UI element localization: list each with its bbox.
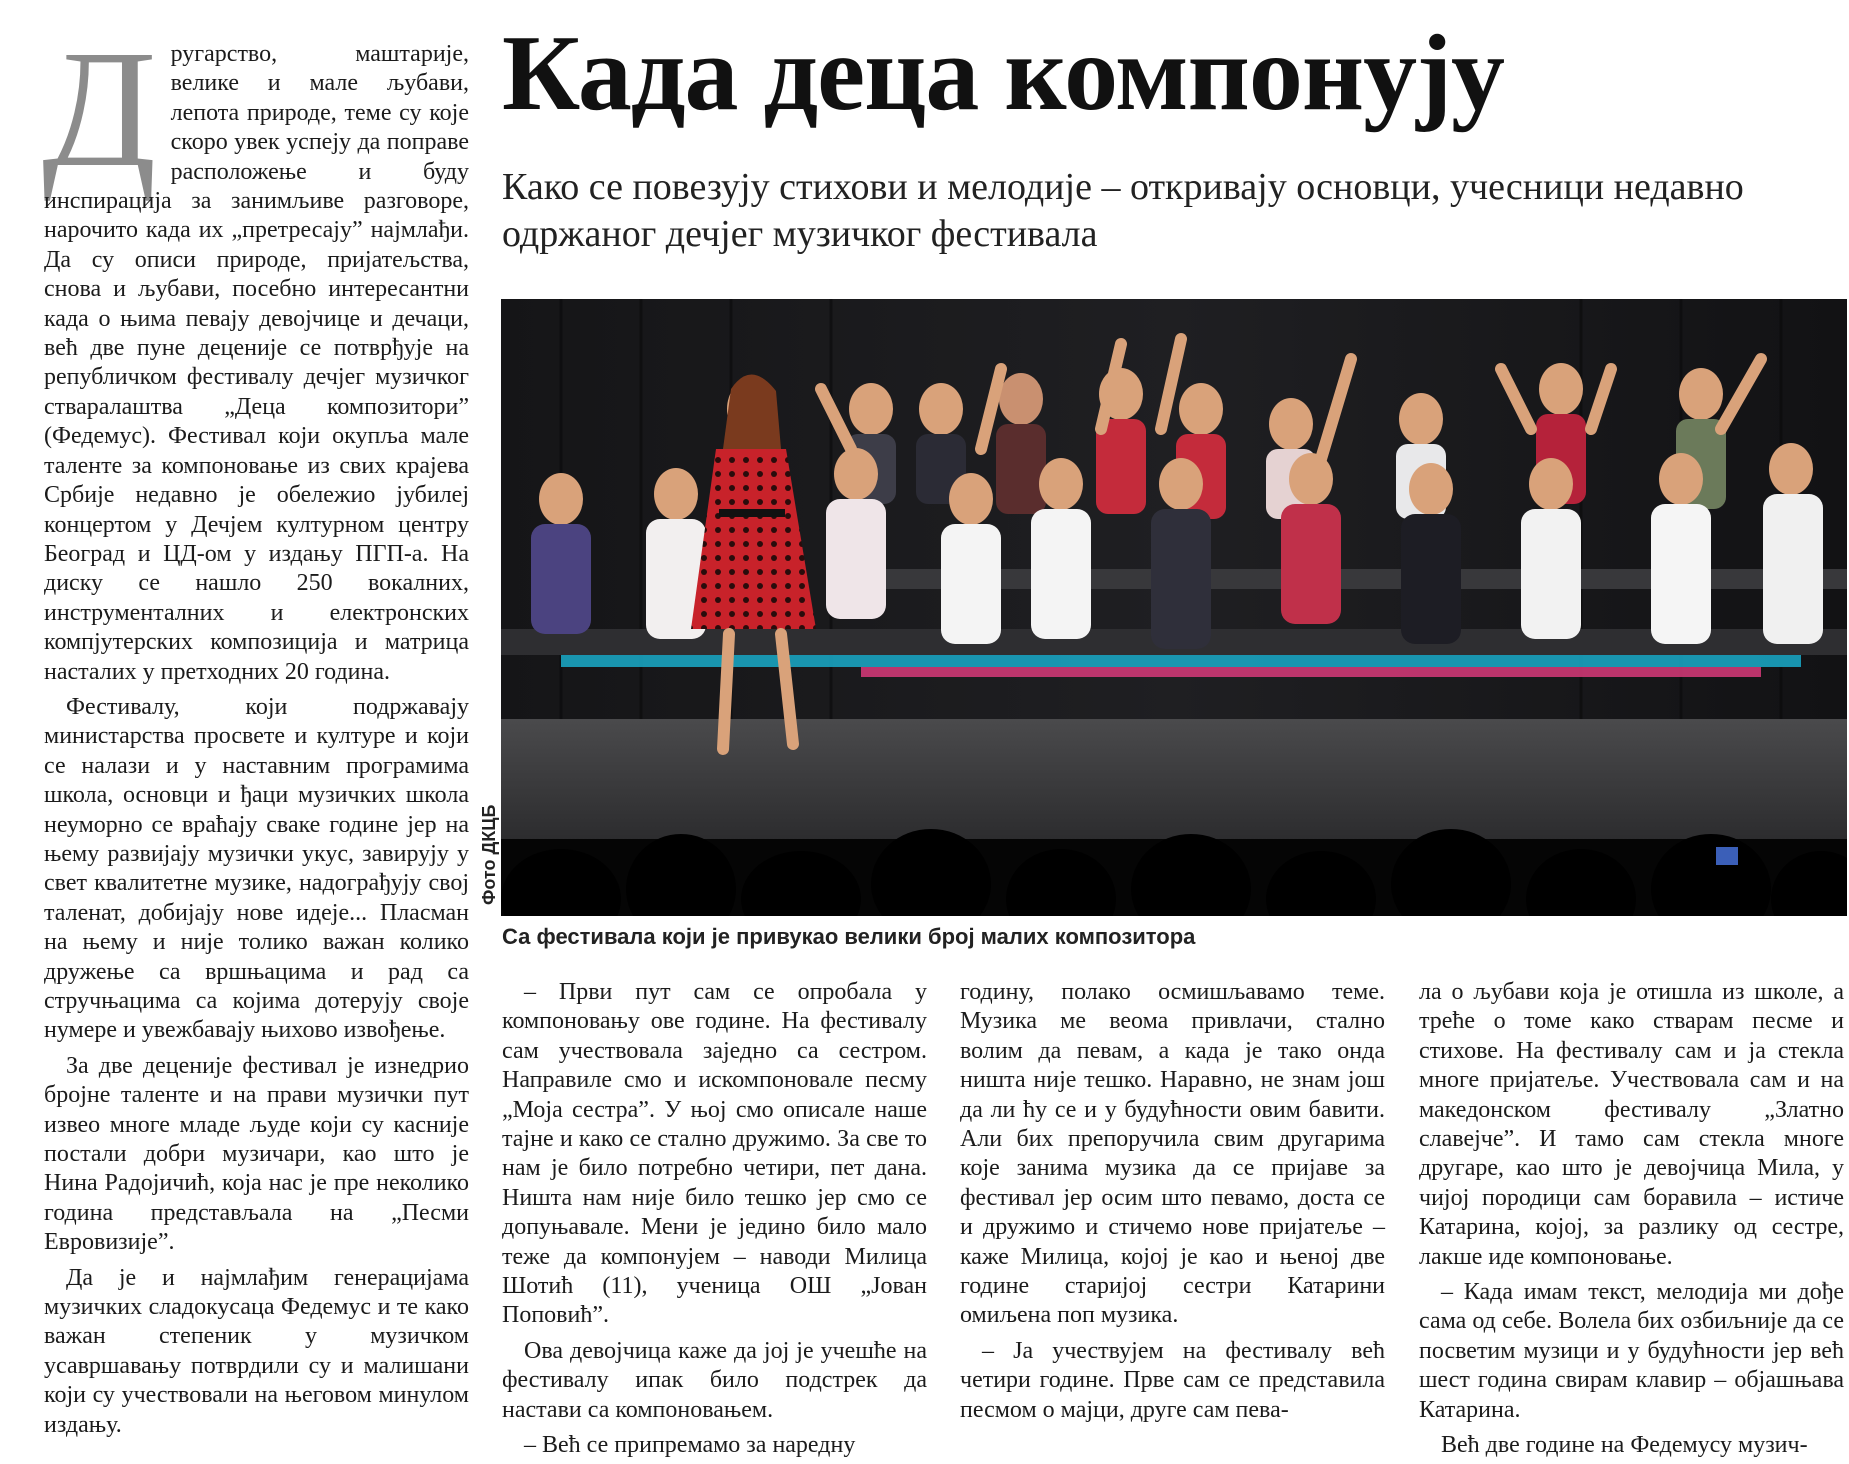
paragraph: годину, полако осмишљавамо теме. Музика ме веома привлачи, стално волим да певам, а када је тако онда ништа није тешко. Наравно, не знам још да ли ћу се и у будућности овим бавити. Али бих препоручила свим другарима које занима музика да се пријаве за фестивал јер осим што певамо, доста се и дружимо и стичемо нове пријатеље – каже Милица, којој је као и њеној две године старијој сестри Катарини омиљена поп музика. <box>960 979 1385 1329</box>
headline: Када деца компонују <box>502 14 1505 133</box>
article-column-4 <box>1419 978 1844 1461</box>
paragraph: Већ две године на Федемусу музич- <box>1441 1432 1808 1459</box>
article-column-2 <box>502 978 927 1461</box>
paragraph: Фестивалу, који подржавају министарства просвете и културе и који се налази и у наставним програмима школа, основци и ђаци музичких школа неуморно се враћају сваке године јер на њему развијају музички укус, завирују у свет квалитетне музике, надограђују свој таленат, добијају нове идеје... Пласман на њему и није толико важан колико дружење са вршњацима и рад са стручњацима са којима дотерују своје нумере и увежбавају њихово извођење. <box>44 693 469 1044</box>
paragraph: – Већ се припремамо за наредну <box>524 1432 856 1459</box>
paragraph: Ова девојчица каже да јој је учешће на фестивалу ипак било подстрек да настави са компоновањем. <box>502 1337 927 1423</box>
article-column-3 <box>960 978 1385 1425</box>
photo-caption: Са фестивала који је привукао велики број малих композитора <box>502 924 1196 949</box>
paragraph: – Први пут сам се опробала у компоновању ове године. На фестивалу сам учествовала заједно са сестром. Направиле смо и искомпоновале песму „Моја сестра”. У њој смо описале наше тајне и како се стално дружимо. За све то нам је било потребно четири, пет дана. Ништа нам није било тешко јер смо се допуњавале. Мени је једино било мало теже да компонујем – наводи Милица Шотић (11), ученица ОШ „Јован Поповић”. <box>502 979 927 1329</box>
paragraph: ла о љубави која је отишла из школе, а треће о томе како стварам песме и стихове. На фестивалу сам и ја стекла многе пријатеље. Учествовала сам и на македонском фестивалу „Златно славејче”. И тамо сам стекла многе другаре, као што је девојчица Мила, у чијој породици сам боравила – истиче Катарина, којој, за разлику од сестре, лакше иде компоновање. <box>1419 979 1844 1270</box>
paragraph: Да је и најмлађим генерацијама музичких сладокусаца Федемус и те како важан степеник у музичком усавршавању потврдили су и малишани који су учествовали на његовом минулом издању. <box>44 1264 469 1438</box>
stage-performance-image <box>501 299 1847 916</box>
deck-subtitle: Како се повезују стихови и мелодије – откривају основци, учесници недавно одржаног дечјег музичког фестивала <box>502 166 1744 255</box>
photo-credit: Фото ДКЦБ <box>479 804 499 905</box>
paragraph: ругарство, маштарије, велике и мале љубави, лепота природе, теме су које скоро увек успеју да поправе расположење и буду инспирација за занимљиве разговоре, нарочито када их „претресају” најмлађи. Да су описи природе, пријатељства, снова и љубави, посебно интересантни када о њима певају девојчице и дечаци, већ две пуне деценије се потврђује на републичком фестивалу дечјег музичког стваралаштва „Деца композитори” (Федемус). Фестивал који окупља мале таленте за компоновање из свих крајева Србије недавно је обележио јубилеј концертом у Дечјем културном центру Београд и ЦД-ом у издању ПГП-а. На диску се нашло 250 вокалних, инструменталних и електронских компјутерских композиција и матрица насталих у претходних 20 година. <box>44 41 469 685</box>
paragraph: – Ја учествујем на фестивалу већ четири године. Прве сам се представила песмом о мајци, друге сам пева- <box>960 1337 1385 1423</box>
article-column-1 <box>42 16 469 1440</box>
paragraph: – Када имам текст, мелодија ми дође сама од себе. Волела бих озбиљније да се посветим музици и у будућности јер већ шест година свирам клавир – објашњава Катарина. <box>1419 1279 1844 1423</box>
festival-stage-photo <box>501 299 1847 916</box>
drop-cap: Д <box>42 16 157 202</box>
paragraph: За две деценије фестивал је изнедрио бројне таленте и на прави музички пут извео многе младе људе који су касније постали добри музичари, као што је Нина Радојичић, која нас је пре неколико година представљала на „Песми Евровизије”. <box>44 1052 469 1256</box>
